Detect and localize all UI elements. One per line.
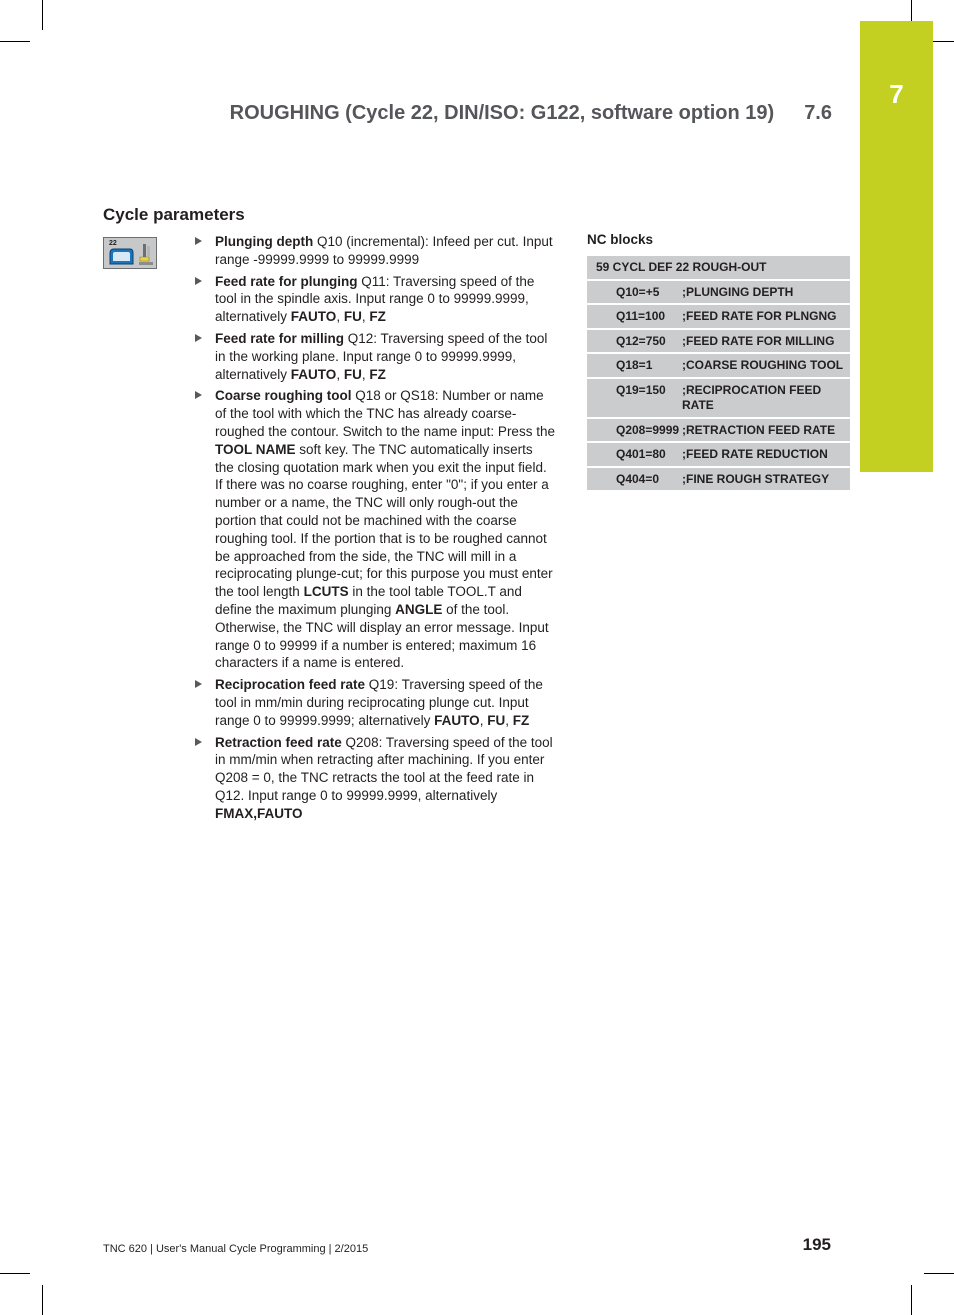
parameter-item: [195, 734, 555, 823]
nc-row: [587, 280, 850, 305]
triangle-bullet-icon: [195, 237, 202, 245]
roughing-icon: [104, 238, 156, 268]
parameter-item: [195, 387, 555, 672]
crop-mark: [42, 1285, 43, 1315]
nc-block-comment: ;RECIPROCATION FEED RATE: [682, 378, 850, 418]
parameter-keyword: FU: [487, 712, 506, 728]
nc-block-value: Q12=750: [587, 329, 682, 354]
nc-block-comment: ;FEED RATE REDUCTION: [682, 442, 850, 467]
nc-block-value: Q10=+5: [587, 280, 682, 305]
nc-block-value: Q404=0: [587, 467, 682, 491]
parameter-text: ,: [361, 309, 370, 325]
parameter-keyword: FZ: [369, 366, 386, 382]
nc-header-cell: 59 CYCL DEF 22 ROUGH-OUT: [587, 256, 850, 280]
crop-mark: [911, 1285, 912, 1315]
nc-block-value: Q18=1: [587, 353, 682, 378]
parameter-text: in the tool table TOOL.T and define the maximum plunging: [215, 584, 522, 617]
chapter-tab: [860, 21, 933, 472]
parameter-item: [195, 233, 555, 269]
parameter-keyword: Feed rate for milling: [215, 330, 345, 346]
nc-row: [587, 418, 850, 443]
nc-block-comment: ;FEED RATE FOR MILLING: [682, 329, 850, 354]
nc-block-comment: ;PLUNGING DEPTH: [682, 280, 850, 305]
parameter-keyword: Feed rate for plunging: [215, 273, 358, 289]
header-section-number: 7.6: [804, 102, 832, 124]
nc-row: [587, 353, 850, 378]
parameter-keyword: FAUTO: [290, 309, 337, 325]
crop-mark: [0, 41, 30, 42]
parameter-keyword: ANGLE: [395, 601, 443, 617]
parameter-keyword: TOOL NAME: [215, 441, 296, 457]
parameter-text: ,: [336, 366, 344, 382]
parameter-text: ,: [336, 309, 344, 325]
parameter-text: Q208: Traversing speed of the tool in mm/min when retracting after machining. If you enter Q208 = 0, the TNC retracts the tool at the feed rate in Q12. Input range 0 to 99999.9999, alternatively: [215, 734, 553, 803]
parameter-keyword: FMAX,FAUTO: [215, 805, 303, 821]
parameter-text: Q11: Traversing speed of the tool in the spindle axis. Input range 0 to 99999.9999, alternatively: [215, 273, 535, 325]
triangle-bullet-icon: [195, 334, 202, 342]
parameter-keyword: Plunging depth: [215, 234, 314, 249]
parameter-text: ,: [479, 712, 488, 728]
parameter-keyword: FAUTO: [290, 366, 337, 382]
crop-mark: [0, 1273, 30, 1274]
nc-row: [587, 467, 850, 491]
nc-block-comment: ;FINE ROUGH STRATEGY: [682, 467, 850, 491]
triangle-bullet-icon: [195, 738, 202, 746]
nc-block-value: Q19=150: [587, 378, 682, 418]
parameter-text: ,: [505, 712, 513, 728]
nc-blocks-title: NC blocks: [587, 232, 654, 247]
nc-block-comment: ;FEED RATE FOR PLNGNG: [682, 304, 850, 329]
nc-blocks-table: [587, 256, 850, 490]
triangle-bullet-icon: [195, 277, 202, 285]
parameter-keyword: Coarse roughing tool: [215, 388, 352, 404]
parameter-item: [195, 330, 555, 383]
parameter-text: Q19: Traversing speed of the tool in mm/min during reciprocating plunge cut. Input range 0 to 99999.9999; alternatively: [215, 677, 543, 728]
parameter-item: [195, 273, 555, 326]
running-header: [230, 102, 832, 125]
section-title: Cycle parameters: [103, 205, 245, 224]
nc-row: [587, 378, 850, 418]
parameter-keyword: FU: [343, 309, 362, 325]
page-number: 195: [802, 1235, 831, 1254]
footer-text: TNC 620 | User's Manual Cycle Programming | 2/2015: [103, 1243, 369, 1255]
parameter-text: soft key. The TNC automatically inserts the closing quotation mark when you exit the input field. If there was no coarse roughing, enter "0"; if you enter a number or a name, the TNC will only rough-out the portion that could not be machined with the coarse roughing tool. If the portion that is to be roughed cannot be approached from the side, the TNC will mill in a reciprocating plunge-cut; for this purpose you must enter the tool length: [215, 441, 553, 600]
nc-row: [587, 329, 850, 354]
softkey-number: 22: [109, 240, 117, 247]
parameter-keyword: FAUTO: [434, 712, 480, 728]
parameter-keyword: Retraction feed rate: [215, 734, 342, 750]
parameter-keyword: LCUTS: [303, 584, 349, 600]
parameter-text: Q12: Traversing speed of the tool in the working plane. Input range 0 to 99999.9999, alternatively: [215, 330, 548, 382]
nc-row: [587, 442, 850, 467]
nc-row: [587, 304, 850, 329]
parameter-text: Q10 (incremental): Infeed per cut. Input range -99999.9999 to 99999.9999: [215, 234, 553, 267]
nc-header-row: [587, 256, 850, 280]
parameter-text: Q18 or QS18: Number or name of the tool with which the TNC has already coarse-roughed the contour. Switch to the name input: Press the: [215, 388, 555, 439]
parameter-keyword: FU: [343, 366, 362, 382]
parameter-keyword: FZ: [512, 712, 530, 728]
triangle-bullet-icon: [195, 680, 202, 688]
nc-block-comment: ;COARSE ROUGHING TOOL: [682, 353, 850, 378]
chapter-number: 7: [889, 79, 904, 109]
nc-block-value: Q401=80: [587, 442, 682, 467]
header-title: ROUGHING (Cycle 22, DIN/ISO: G122, software option 19): [229, 102, 775, 124]
nc-block-value: Q11=100: [587, 304, 682, 329]
crop-mark: [924, 1273, 954, 1274]
nc-block-comment: ;RETRACTION FEED RATE: [682, 418, 850, 443]
parameter-keyword: Reciprocation feed rate: [215, 677, 366, 693]
parameter-keyword: FZ: [369, 309, 386, 325]
parameter-text: of the tool. Otherwise, the TNC will display an error message. Input range 0 to 99999 if a number is entered; maximum 16 characters if a name is entered.: [215, 601, 549, 671]
triangle-bullet-icon: [195, 391, 202, 399]
parameter-list: [195, 233, 555, 827]
parameter-text: ,: [361, 366, 370, 382]
nc-block-value: Q208=9999: [587, 418, 682, 443]
cycle-22-softkey-icon: [103, 237, 157, 269]
parameter-item: [195, 676, 555, 729]
crop-mark: [42, 0, 43, 30]
